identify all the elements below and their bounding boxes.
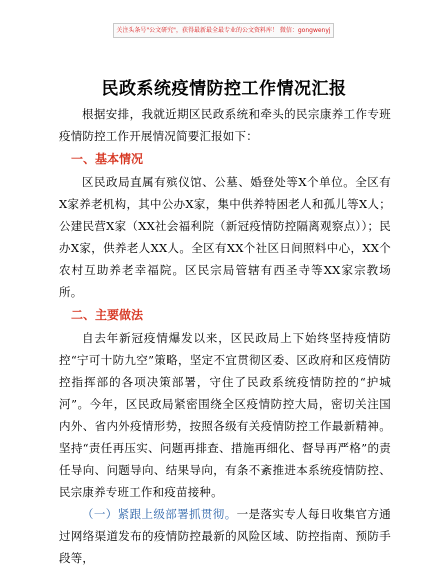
document-title: 民政系统疫情防控工作情况汇报 [101, 79, 347, 99]
promo-banner[interactable]: 关注头条号"公文研究"，获得最新最全最专业的公文资料库！ 微信：gongwenyj [113, 23, 334, 38]
section-heading-main-practices: 二、主要做法 [71, 308, 144, 322]
subsection-paragraph [59, 503, 391, 569]
intro-paragraph: 根据安排，我就近期区民政系统和牵头的民宗康养工作专班疫情防控工作开展情况简要汇报如下： [59, 107, 391, 143]
document-body [59, 103, 391, 569]
section-heading-basic-situation: 一、基本情况 [71, 152, 144, 166]
subsection-label: （一）紧跟上级部署抓贯彻。 [82, 507, 237, 521]
section2-paragraph: 自去年新冠疫情爆发以来，区民政局上下始终坚持疫情防控“宁可十防九空”策略，坚定不宜贯彻区委、区政府和区疫情防控指挥部的各项决策部署，守住了民政系统疫情防控的“护城河”。今年，区民政局紧密围绕全区疫情防控大局，密切关注国内外、省内外疫情形势，按照各级有关疫情防控工作最新精神。坚持“责任再压实、问题再排查、措施再细化、督导再严格”的责任导向、问题导向、结果导向，有条不紊推进本系统疫情防控、民宗康养专班工作和疫苗接种。 [59, 331, 391, 499]
subsection-text: 一是落实专人每日收集官方通过网络渠道发布的疫情防控最新的风险区域、防控指南、预防手段等， [59, 507, 391, 565]
section1-paragraph: 区民政局直属有殡仪馆、公墓、婚登处等X个单位。全区有X家养老机构，其中公办X家，集中供养特困老人和孤儿等X人；公建民营X家（XX社会福利院（新冠疫情防控隔离观察点））；民办X家，供养老人XX人。全区有XX个社区日间照料中心，XX个农村互助养老幸福院。区民宗局管辖有西圣寺等XX家宗教场所。 [59, 175, 391, 299]
